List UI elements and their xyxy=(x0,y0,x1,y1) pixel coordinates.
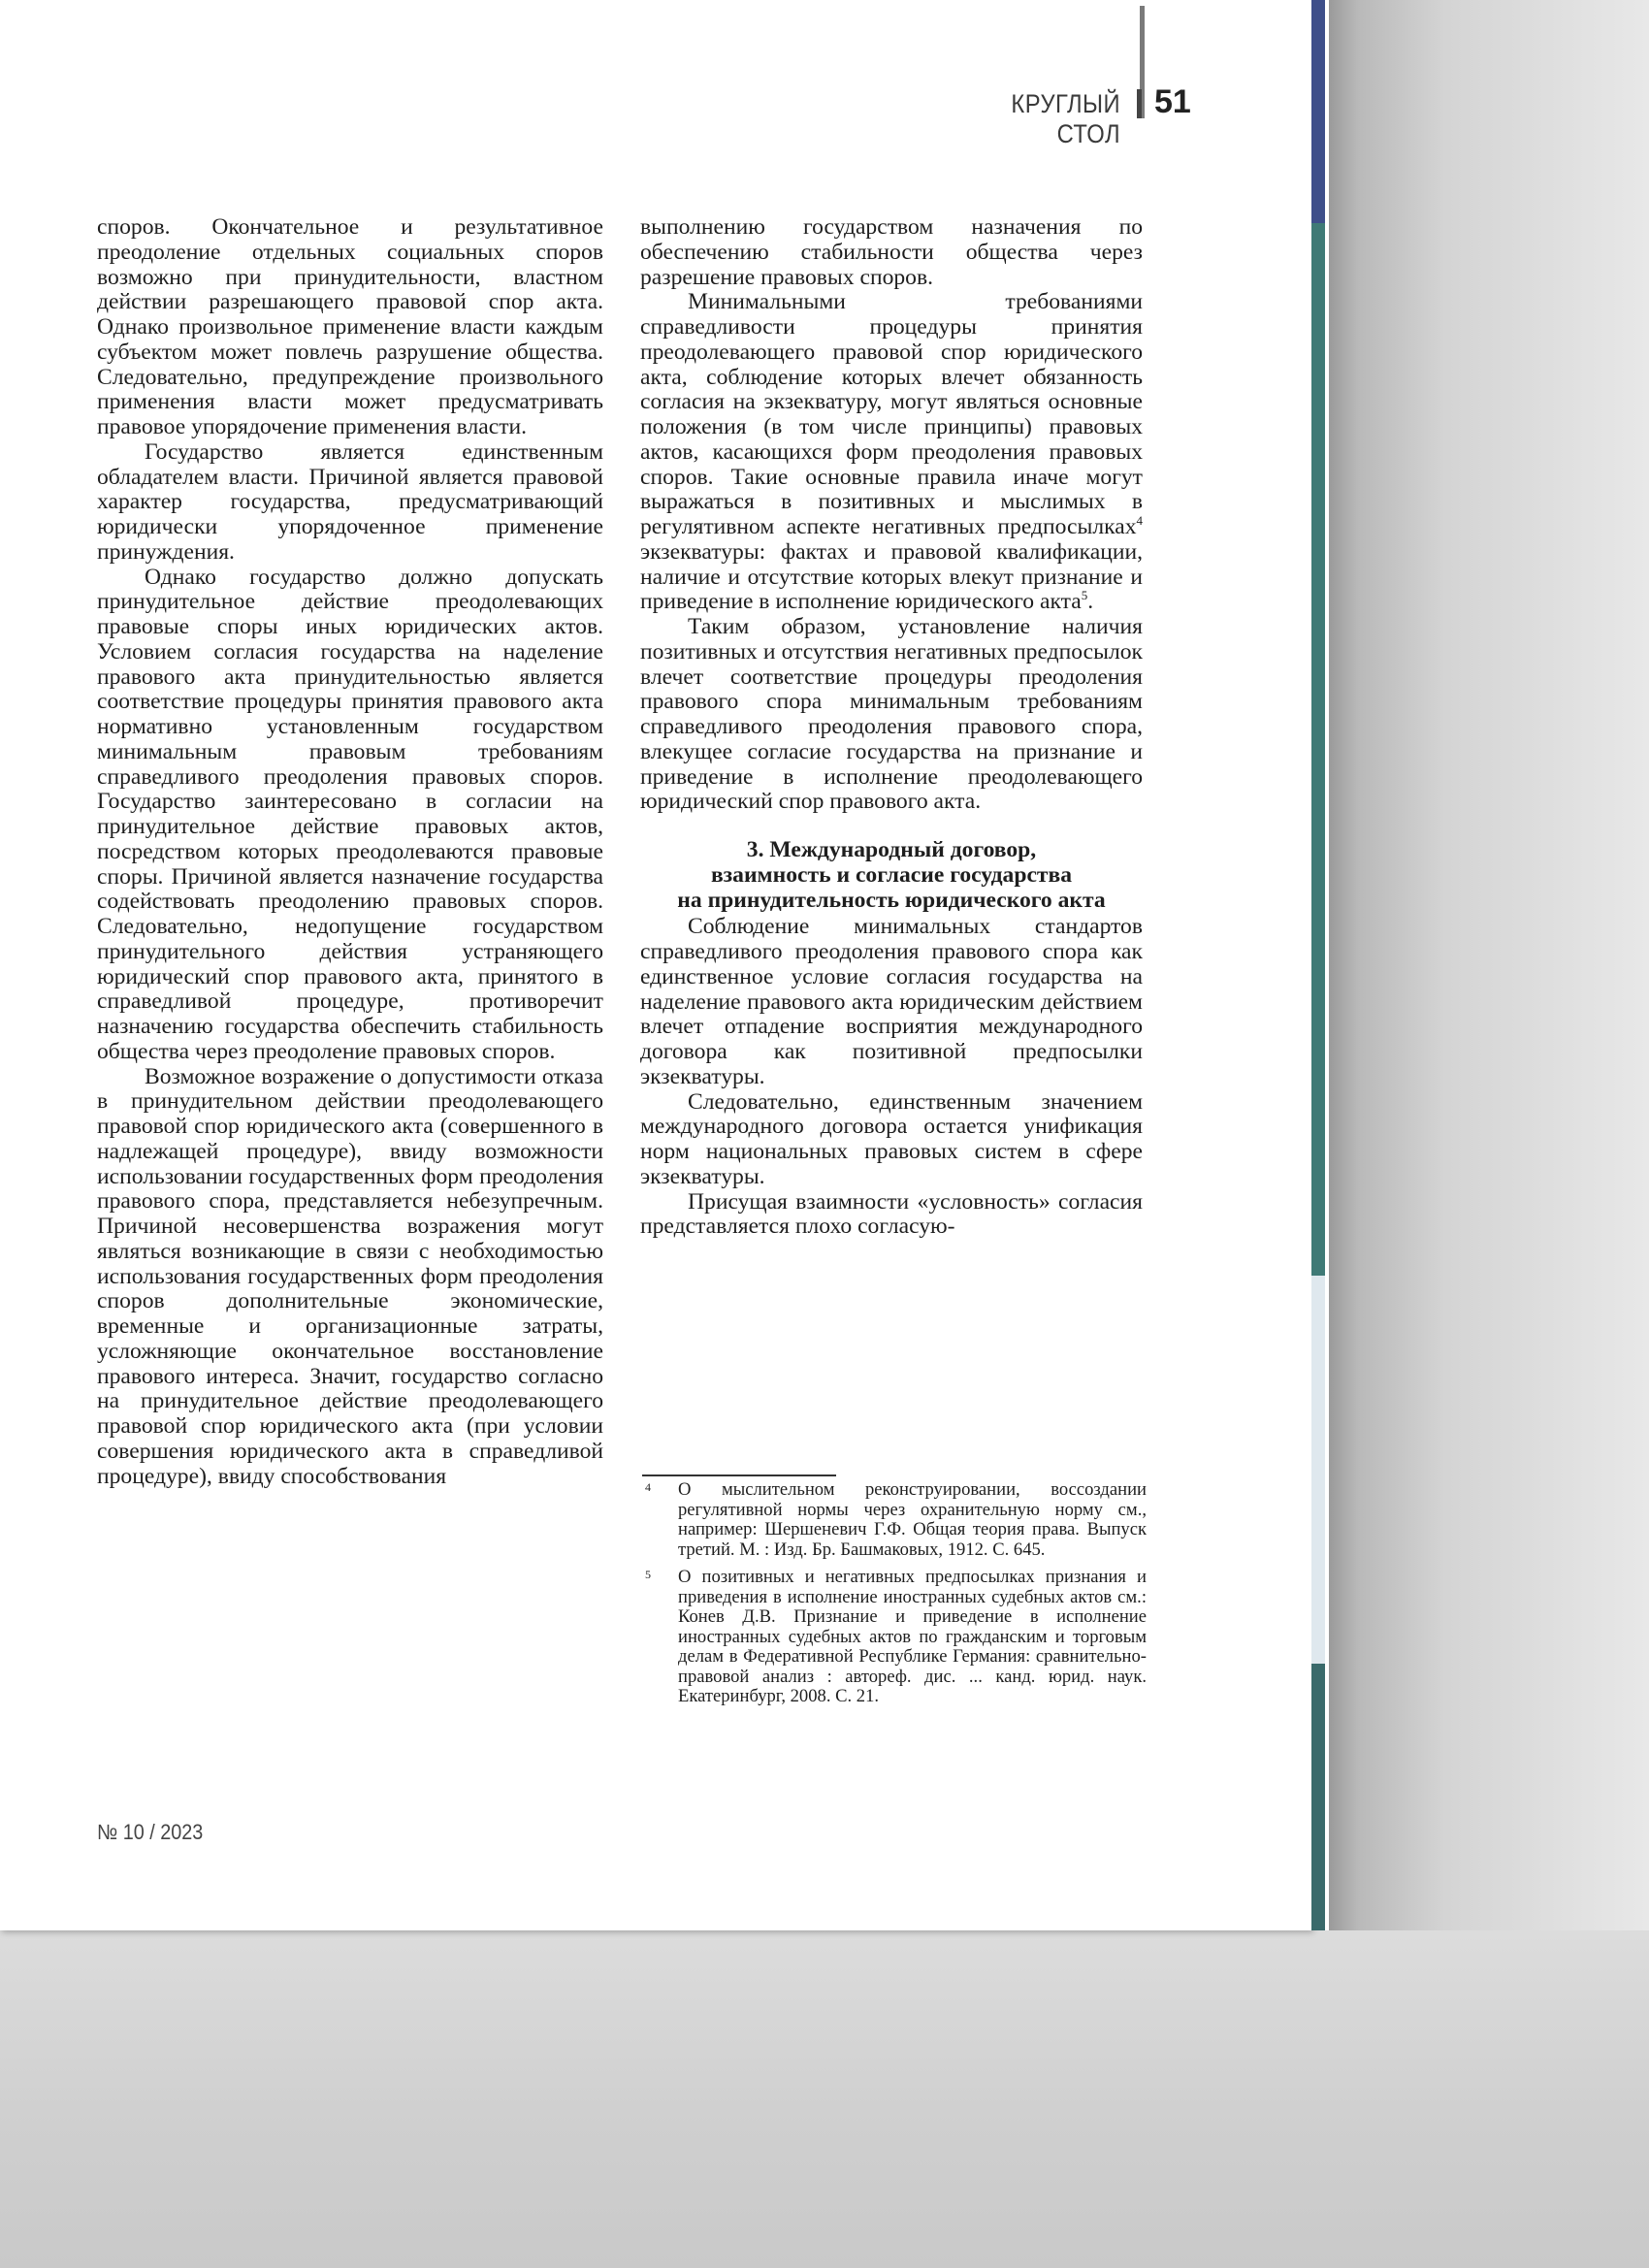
footnotes xyxy=(642,1480,1147,1715)
paragraph: Следовательно, единственным значением международного договора остается унификация норм национальных правовых систем в сфере экзекватуры. xyxy=(640,1088,1143,1189)
footnote-ref-5[interactable]: 5 xyxy=(1081,588,1088,603)
paragraph: Таким образом, установление наличия позитивных и отсутствия негативных предпосылок влечет соответствие процедуры преодоления правового спора минимальным требованиям справедливого преодоления правового спора, влекущее согласие государства на признание и приведение в исполнение преодолевающего юридический спор правового акта. xyxy=(640,614,1143,815)
paragraph: Государство является единственным обладателем власти. Причиной является правовой характер государства, предусматривающий юридически упорядоченное применение принуждения. xyxy=(97,438,603,565)
section-heading xyxy=(640,838,1143,913)
footnote-text: О позитивных и негативных предпосылках признания и приведения в исполнение иностранных судебных актов см.: Конев Д.В. Признание и приведение в исполнение иностранных судебных актов по гражданским и торговым делам в Федеративной Республике Германия: сравнительно-правовой анализ : автореф. дис. ... канд. юрид. наук. Екатеринбург, 2008. С. 21. xyxy=(678,1567,1147,1706)
page-edge-stripe xyxy=(1311,223,1325,1276)
issue-number: № 10 / 2023 xyxy=(97,1820,204,1844)
paragraph xyxy=(640,290,1143,615)
paragraph: Однако государство должно допускать принудительное действие преодолевающих правовые споры иных юридических актов. Условием согласия государства на наделение правового акта принудительностью является соответствие процедуры принятия правового акта нормативно установленным государством минимальным правовым требованиям справедливого преодоления правовых споров. Государство заинтересовано в согласии на принудительное действие правовых актов, посредством которых преодолеваются правовые споры. Причиной является назначение государства содействовать преодолению правовых споров. Следовательно, недопущение государством принудительного действия устраняющего юридический спор правового акта, принятого в справедливой процедуре, противоречит назначению государства обеспечить стабильность общества через преодоление правовых споров. xyxy=(97,564,603,1064)
footnote-text: О мыслительном реконструировании, воссоздании регулятивной нормы через охранительную норму см., например: Шершеневич Г.Ф. Общая теория права. Выпуск третий. М. : Изд. Бр. Башмаковых, 1912. С. 645. xyxy=(678,1479,1147,1560)
paragraph: споров. Окончательное и результативное преодоление отдельных социальных споров возможно при принудительности, властном действии разрешающего правовой спор акта. Однако произвольное применение власти каждым субъектом может повлечь разрушение общества. Следовательно, предупреждение произвольного применения власти может предусматривать правовое упорядочение применения власти. xyxy=(97,214,603,439)
footnote-4 xyxy=(642,1480,1147,1560)
paragraph: выполнению государством назначения по обеспечению стабильности общества через разрешение правовых споров. xyxy=(640,214,1143,290)
page-edge-stripe xyxy=(1311,0,1325,223)
footnote-mark: 4 xyxy=(645,1480,651,1494)
footnote-mark: 5 xyxy=(645,1568,651,1581)
left-column xyxy=(97,215,603,1489)
paragraph: Соблюдение минимальных стандартов справедливого преодоления правового спора как единственное условие согласия государства на наделение правового акта юридическим действием влечет отпадение восприятия международного договора как позитивной предпосылки экзекватуры. xyxy=(640,914,1143,1089)
footnote-ref-4[interactable]: 4 xyxy=(1136,513,1143,529)
paragraph-text: Минимальными требованиями справедливости процедуры принятия преодолевающего правовой спор юридического акта, соблюдение которых влечет обязанность согласия на экзекватуру, могут являться основные положения (в том числе принципы) правовых актов, касающихся форм преодоления правовых споров. Такие основные правила иначе могут выражаться в позитивных и мыслимых в регулятивном аспекте негативных предпосылках xyxy=(640,289,1143,539)
page-edge-stripe xyxy=(1311,1664,1325,1930)
running-head: КРУГЛЫЙ СТОЛ xyxy=(1011,89,1120,148)
section-heading-line: 3. Международный договор, xyxy=(746,837,1037,862)
paragraph: Присущая взаимности «условность» согласия представляется плохо согласую- xyxy=(640,1188,1143,1240)
page-number-divider xyxy=(1137,89,1142,118)
page-number: 51 xyxy=(1154,83,1191,120)
footnote-separator xyxy=(642,1474,836,1476)
scanner-shadow-right xyxy=(1329,0,1649,2268)
section-heading-line: на принудительность юридического акта xyxy=(677,887,1106,913)
section-heading-line: взаимность и согласие государства xyxy=(710,861,1073,888)
paragraph: Возможное возражение о допустимости отказа в принудительном действии преодолевающего правовой спор юридического акта (совершенного в надлежащей процедуре), ввиду возможности использовании государственных форм преодоления правового спора, представляется небезупречным. Причиной несовершенства возражения могут являться возникающие в связи с необходимостью использования государственных форм преодоления споров дополнительные экономические, временные и организационные затраты, усложняющие окончательное восстановление правового интереса. Значит, государство согласно на принудительное действие преодолевающего правовой спор юридического акта (при условии совершения юридического акта в справедливой процедуре), ввиду способствования xyxy=(97,1063,603,1489)
footnote-5 xyxy=(642,1568,1147,1707)
scanner-shadow-bottom xyxy=(0,1930,1649,2268)
right-column xyxy=(640,215,1143,1240)
paragraph-text: экзекватуры: фактах и правовой квалификации, наличие и отсутствие которых влекут признание и приведение в исполнение юридического акта xyxy=(640,538,1143,615)
page-edge-stripe xyxy=(1311,1276,1325,1664)
paragraph-text: . xyxy=(1087,589,1094,615)
